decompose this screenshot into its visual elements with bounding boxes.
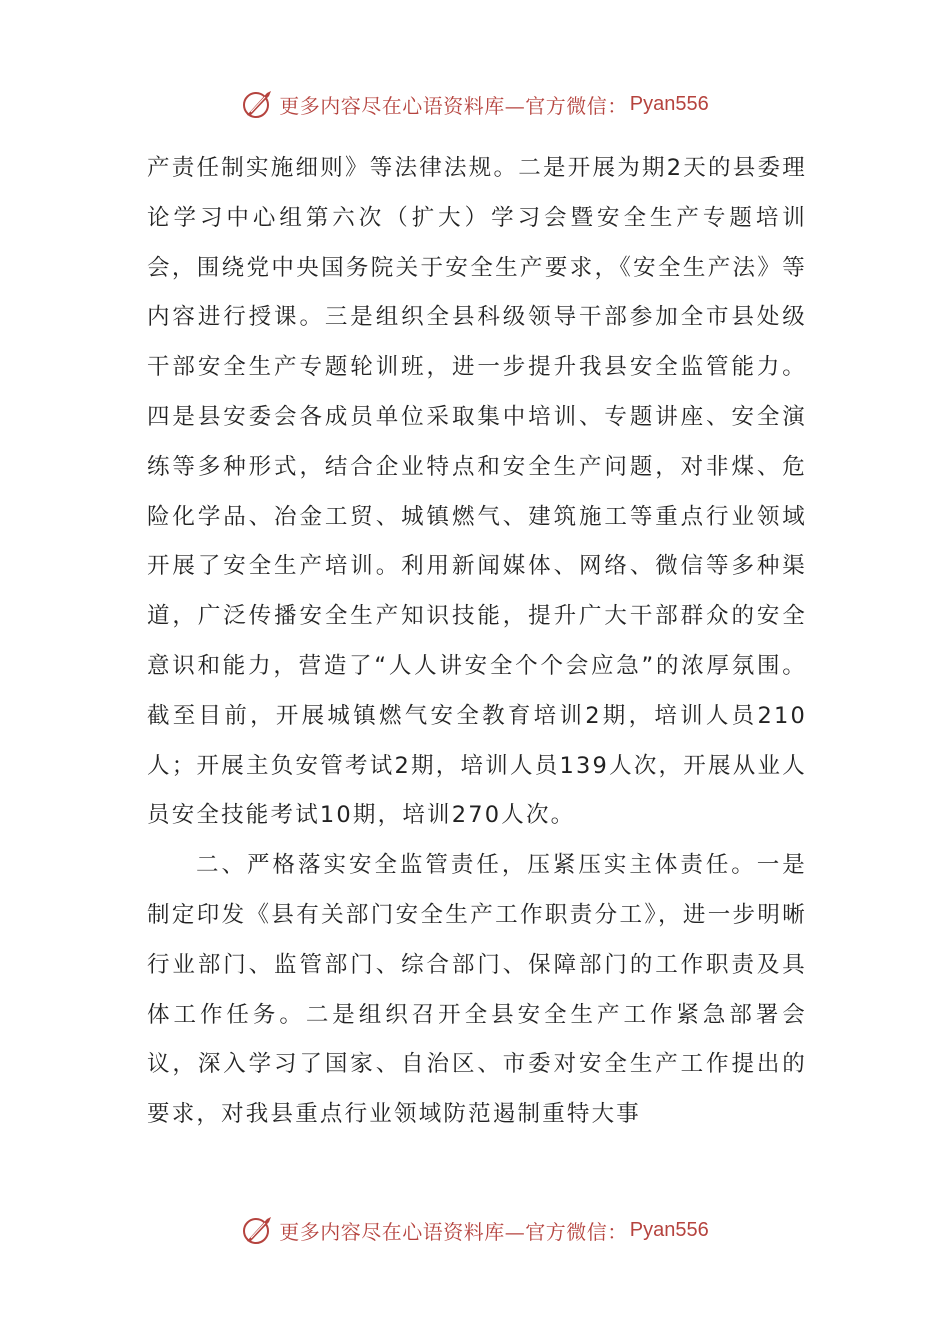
paragraph-1: 产责任制实施细则》等法律法规。二是开展为期2天的县委理论学习中心组第六次（扩大）学习会暨安全生产专题培训会，围绕党中央国务院关于安全生产要求，《安全生产法》等内容进行授课。三是组织全县科级领导干部参加全市县处级干部安全生产专题轮训班，进一步提升我县安全监管能力。四是县安委会各成员单位采取集中培训、专题讲座、安全演练等多种形式，结合企业特点和安全生产问题，对非煤、危险化学品、冶金工贸、城镇燃气、建筑施工等重点行业领域开展了安全生产培训。利用新闻媒体、网络、微信等多种渠道，广泛传播安全生产知识技能，提升广大干部群众的安全意识和能力，营造了“人人讲安全个个会应急”的浓厚氛围。截至目前，开展城镇燃气安全教育培训2期，培训人员210人；开展主负安管考试2期，培训人员139人次，开展从业人员安全技能考试10期，培训270人次。	[147, 155, 807, 829]
header-banner-id: Pyan556	[629, 92, 709, 115]
quill-logo-icon	[241, 87, 275, 121]
footer-banner-id: Pyan556	[629, 1218, 709, 1241]
footer-banner	[0, 1210, 950, 1250]
footer-banner-text: 更多内容尽在心语资料库—官方微信：	[279, 1219, 628, 1244]
paragraph-2: 二、严格落实安全监管责任，压紧压实主体责任。一是制定印发《县有关部门安全生产工作职责分工》，进一步明晰行业部门、监管部门、综合部门、保障部门的工作职责及具体工作任务。二是组织召开全县安全生产工作紧急部署会议，深入学习了国家、自治区、市委对安全生产工作提出的要求，对我县重点行业领域防范遏制重特大事	[147, 852, 807, 1128]
header-banner-text: 更多内容尽在心语资料库—官方微信：	[279, 93, 628, 118]
quill-logo-icon	[241, 1213, 275, 1247]
header-banner	[0, 84, 950, 124]
document-body	[147, 144, 807, 1140]
